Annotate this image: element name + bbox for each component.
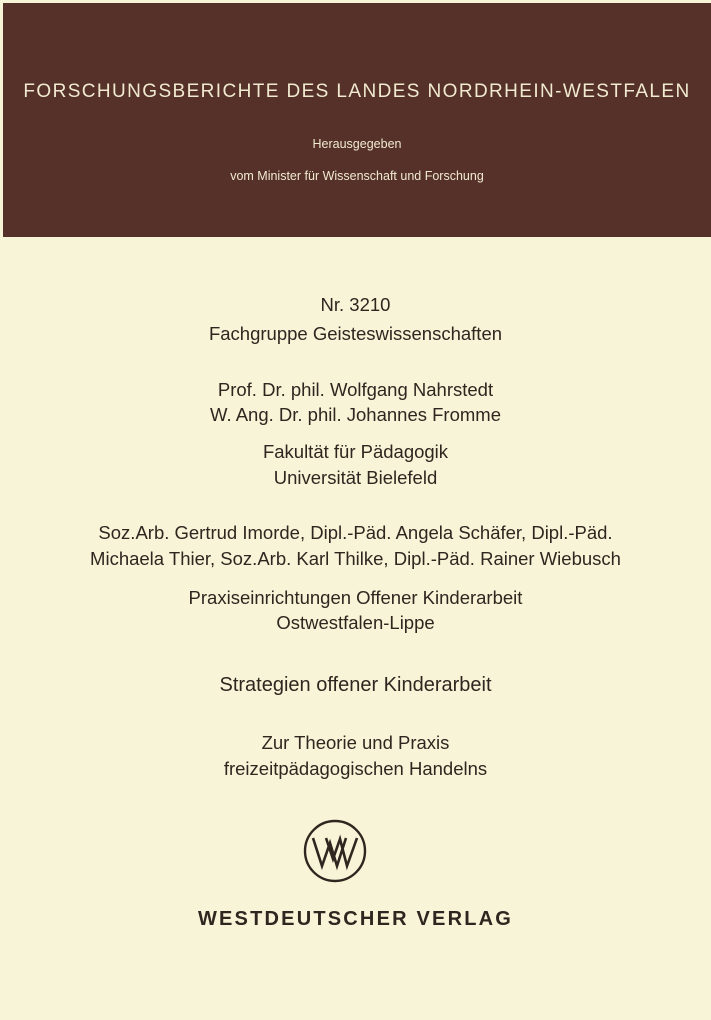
- subject-group: Fachgruppe Geisteswissenschaften: [208, 323, 503, 344]
- book-subtitle-2: freizeitpädagogischen Handelns: [223, 758, 488, 779]
- wv-logo-icon: [302, 818, 368, 884]
- book-subtitle-1: Zur Theorie und Praxis: [261, 732, 450, 753]
- university-name: Universität Bielefeld: [273, 467, 438, 488]
- series-banner: [3, 3, 711, 237]
- organization-line-2: Ostwestfalen-Lippe: [276, 612, 435, 633]
- faculty-name: Fakultät für Pädagogik: [262, 441, 449, 462]
- published-by-label: Herausgegeben: [312, 137, 402, 151]
- author-line-2: W. Ang. Dr. phil. Johannes Fromme: [210, 404, 501, 425]
- book-title: Strategien offener Kinderarbeit: [219, 674, 492, 696]
- contributors-line-2: Michaela Thier, Soz.Arb. Karl Thilke, Dipl.-Päd. Rainer Wiebusch: [90, 548, 621, 569]
- author-line-1: Prof. Dr. phil. Wolfgang Nahrstedt: [217, 379, 494, 400]
- organization-line-1: Praxiseinrichtungen Offener Kinderarbeit: [188, 587, 523, 608]
- contributors-line-1: Soz.Arb. Gertrud Imorde, Dipl.-Päd. Angela Schäfer, Dipl.-Päd.: [98, 522, 613, 543]
- series-title: FORSCHUNGSBERICHTE DES LANDES NORDRHEIN-WESTFALEN: [23, 81, 691, 102]
- publisher-name: WESTDEUTSCHER VERLAG: [197, 908, 514, 930]
- minister-line: vom Minister für Wissenschaft und Forschung: [230, 169, 484, 183]
- report-number: Nr. 3210: [320, 294, 391, 315]
